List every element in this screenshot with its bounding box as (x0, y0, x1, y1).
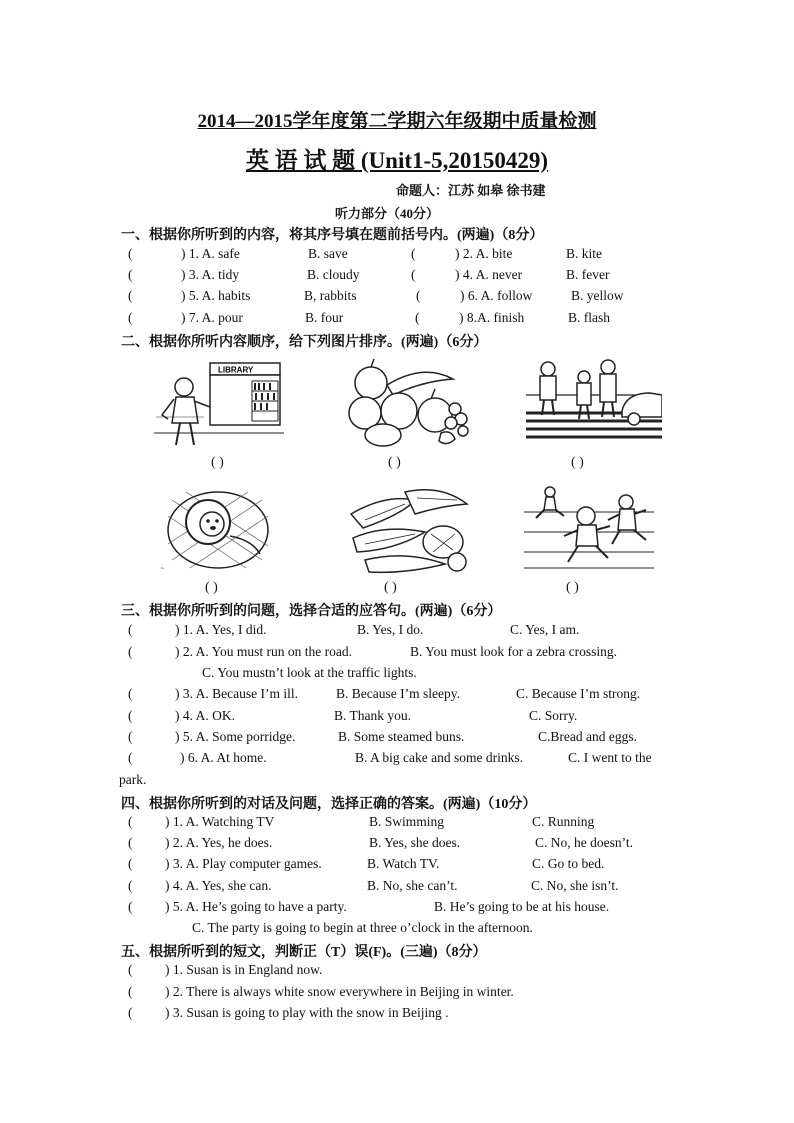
s3-item4: ) 4. A. OK. (175, 708, 236, 723)
s4-item2: ) 2. A. Yes, he does. (165, 835, 273, 850)
s3-item3-c: C. Because I’m strong. (516, 686, 641, 701)
s3-item1-c: C. Yes, I am. (510, 622, 580, 637)
library-sign-text: LIBRARY (218, 365, 254, 375)
s3-item2: ) 2. A. You must run on the road. (175, 644, 353, 659)
s3-item3-b: B. Because I’m sleepy. (336, 686, 460, 701)
s3-item5-c: C.Bread and eggs. (538, 729, 637, 744)
s1-item3-b: B. cloudy (307, 267, 360, 282)
s4-item5-b: B. He’s going to be at his house. (434, 899, 610, 914)
answer-blank-pic1[interactable]: ( ) (211, 455, 224, 470)
vegetables-illustration (345, 484, 473, 576)
picture-vegetables (345, 484, 473, 576)
s1-item5: ) 5. A. habits (181, 288, 251, 303)
s3-item6: ) 6. A. At home. (180, 750, 267, 765)
paren-open: ( (128, 708, 133, 723)
s5-item2: ) 2. There is always white snow everywhere in Beijing in winter. (165, 984, 514, 999)
s3-item6-b: B. A big cake and some drinks. (355, 750, 523, 765)
answer-blank-pic2[interactable]: ( ) (388, 455, 401, 470)
picture-running (524, 482, 654, 576)
s4-item5: ) 5. A. He’s going to have a party. (165, 899, 347, 914)
s4-item2-c: C. No, he doesn’t. (535, 835, 633, 850)
s1-item7-b: B. four (305, 310, 344, 325)
listening-part-label: 听力部分（40分） (335, 206, 440, 221)
s3-item6-c: C. I went to the (568, 750, 652, 765)
s3-item2-b: B. You must look for a zebra crossing. (410, 644, 617, 659)
library-illustration (154, 357, 284, 447)
paren-open: ( (128, 622, 133, 637)
paren-open: ( (128, 750, 133, 765)
paren-open: ( (128, 835, 133, 850)
author-line: 命题人：江苏 如皋 徐书建 (396, 183, 546, 198)
section1-heading: 一、根据你所听到的内容，将其序号填在题前括号内。(两遍)（8分） (121, 228, 544, 243)
paren-open: ( (128, 686, 133, 701)
crossing-illustration (526, 355, 662, 447)
section3-heading: 三、根据你所听到的问题，选择合适的应答句。(两遍)（6分） (121, 604, 502, 619)
section5-heading: 五、根据所听到的短文，判断正（T）误(F)。(三遍)（8分） (121, 945, 487, 960)
picture-library (154, 357, 284, 447)
s4-item3-b: B. Watch TV. (367, 856, 440, 871)
paren-open: ( (128, 962, 133, 977)
section2-heading: 二、根据你所听内容顺序，给下列图片排序。(两遍)（6分） (121, 335, 488, 350)
lion-illustration (156, 480, 284, 574)
picture-crossing (526, 355, 662, 447)
paren-open: ( (128, 288, 133, 303)
picture-lion-net (156, 480, 284, 574)
s4-item1: ) 1. A. Watching TV (165, 814, 275, 829)
answer-blank-pic4[interactable]: ( ) (205, 580, 218, 595)
s1-item2: ) 2. A. bite (455, 246, 513, 261)
s4-item3-c: C. Go to bed. (532, 856, 605, 871)
paren-open: ( (415, 310, 420, 325)
s4-item4-b: B. No, she can’t. (367, 878, 458, 893)
s3-item5: ) 5. A. Some porridge. (175, 729, 296, 744)
paren-open: ( (128, 878, 133, 893)
exam-subtitle: 英 语 试 题 (Unit1-5,20150429) (245, 148, 549, 173)
s1-item1-b: B. save (308, 246, 348, 261)
paren-open: ( (128, 310, 133, 325)
paren-open: ( (128, 644, 133, 659)
answer-blank-pic5[interactable]: ( ) (384, 580, 397, 595)
s1-item5-b: B, rabbits (304, 288, 357, 303)
s1-item6-b: B. yellow (571, 288, 624, 303)
s4-item1-b: B. Swimming (369, 814, 445, 829)
s1-item4: ) 4. A. never (455, 267, 523, 282)
paren-open: ( (411, 267, 416, 282)
s5-item3: ) 3. Susan is going to play with the snow in Beijing . (165, 1005, 449, 1020)
s4-item4-c: C. No, she isn’t. (531, 878, 619, 893)
s4-item4: ) 4. A. Yes, she can. (165, 878, 272, 893)
section4-heading: 四、根据你所听到的对话及问题，选择正确的答案。(两遍)（10分） (121, 797, 537, 812)
s1-item3: ) 3. A. tidy (181, 267, 240, 282)
answer-blank-pic3[interactable]: ( ) (571, 455, 584, 470)
s3-item3: ) 3. A. Because I’m ill. (175, 686, 298, 701)
s1-item6: ) 6. A. follow (460, 288, 533, 303)
paren-open: ( (128, 267, 133, 282)
fruits-illustration (343, 355, 471, 447)
s3-item6-c-wrap: park. (119, 772, 147, 787)
exam-title: 2014—2015学年度第二学期六年级期中质量检测 (197, 111, 597, 132)
s3-item1-b: B. Yes, I do. (357, 622, 424, 637)
s1-item4-b: B. fever (566, 267, 610, 282)
s1-item7: ) 7. A. pour (181, 310, 243, 325)
s4-item3: ) 3. A. Play computer games. (165, 856, 322, 871)
s1-item1: ) 1. A. safe (181, 246, 240, 261)
answer-blank-pic6[interactable]: ( ) (566, 580, 579, 595)
s1-item8: ) 8.A. finish (459, 310, 525, 325)
s3-item4-c: C. Sorry. (529, 708, 578, 723)
s4-item5-c: C. The party is going to begin at three o’clock in the afternoon. (192, 920, 533, 935)
s1-item8-b: B. flash (568, 310, 610, 325)
picture-fruits (343, 355, 471, 447)
paren-open: ( (128, 856, 133, 871)
paren-open: ( (128, 814, 133, 829)
paren-open: ( (128, 729, 133, 744)
paren-open: ( (128, 984, 133, 999)
s3-item5-b: B. Some steamed buns. (338, 729, 465, 744)
s3-item1: ) 1. A. Yes, I did. (175, 622, 267, 637)
s5-item1: ) 1. Susan is in England now. (165, 962, 323, 977)
paren-open: ( (128, 1005, 133, 1020)
paren-open: ( (128, 899, 133, 914)
svg-text:~: ~ (160, 565, 166, 572)
paren-open: ( (128, 246, 133, 261)
s4-item2-b: B. Yes, she does. (369, 835, 461, 850)
s1-item2-b: B. kite (566, 246, 602, 261)
paren-open: ( (411, 246, 416, 261)
s3-item4-b: B. Thank you. (334, 708, 411, 723)
s4-item1-c: C. Running (532, 814, 595, 829)
running-illustration (524, 482, 654, 576)
s3-item2-c: C. You mustn’t look at the traffic lights. (202, 665, 417, 680)
paren-open: ( (416, 288, 421, 303)
